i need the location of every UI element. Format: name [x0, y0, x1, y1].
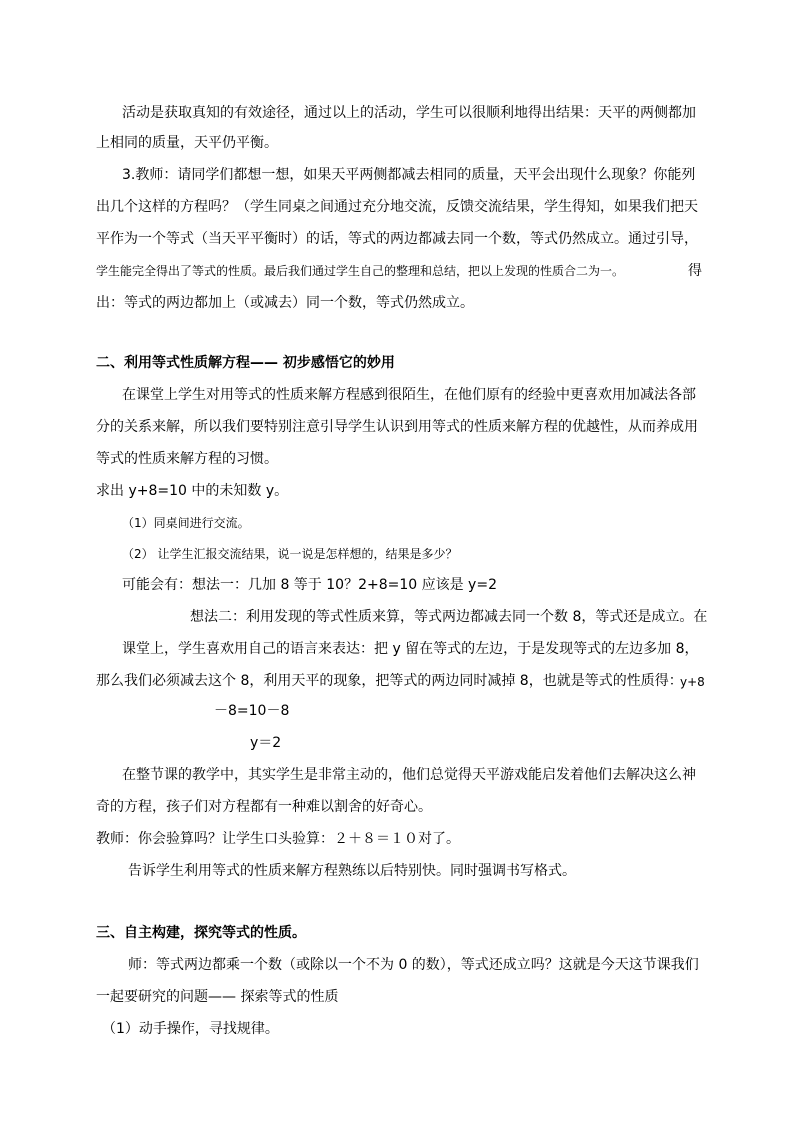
paragraph-line: 在整节课的教学中，其实学生是非常主动的，他们总觉得天平游戏能启发着他们去解决这么神 — [122, 767, 696, 783]
paragraph-line: 3.教师：请同学们都想一想，如果天平两侧都减去相同的质量，天平会出现什么现象？你能列 — [122, 167, 696, 183]
paragraph-line: 学生能完全得出了等式的性质。最后我们通过学生自己的整理和总结，把以上发现的性质合二为一。 — [96, 264, 625, 278]
method-line: 课堂上，学生喜欢用自己的语言来表达：把 y 留在等式的左边，于是发现等式的左边多加 8， — [122, 641, 699, 657]
section-heading: 二、利用等式性质解方程—— 初步感悟它的妙用 — [96, 355, 395, 371]
paragraph-line: 教师：你会验算吗？让学生口头验算：２＋８＝１０对了。 — [96, 831, 460, 847]
method-line: 那么我们必须减去这个 8，利用天平的现象，把等式的两边同时减掉 8，也就是等式的性质得： — [96, 673, 683, 689]
paragraph-line: 在课堂上学生对用等式的性质来解方程感到很陌生，在他们原有的经验中更喜欢用加减法各部 — [122, 387, 696, 403]
paragraph-line: 活动是获取真知的有效途径，通过以上的活动，学生可以很顺利地得出结果：天平的两侧都加 — [122, 105, 696, 121]
method-line: 可能会有：想法一：几加 8 等于 10？2+8=10 应该是 y=2 — [122, 577, 497, 593]
method-line: y+8 — [680, 675, 705, 689]
paragraph-line: 分的关系来解，所以我们要特别注意引导学生认识到用等式的性质来解方程的优越性，从而养成用 — [96, 419, 698, 435]
paragraph-line: 平作为一个等式（当天平平衡时）的话，等式的两边都减去同一个数，等式仍然成立。通过引导， — [96, 231, 698, 247]
paragraph-line: （1）动手操作，寻找规律。 — [102, 1021, 279, 1037]
method-line: 想法二：利用发现的等式性质来算，等式两边都减去同一个数 8，等式还是成立。在 — [190, 609, 708, 625]
equation-line: －8=10－8 — [214, 703, 290, 719]
paragraph-line: 上相同的质量，天平仍平衡。 — [96, 135, 278, 151]
paragraph-line: 出几个这样的方程吗？（学生同桌之间通过充分地交流，反馈交流结果，学生得知，如果我们把天 — [96, 199, 698, 215]
section-heading: 三、自主构建，探究等式的性质。 — [96, 925, 306, 941]
paragraph-line: 出：等式的两边都加上（或减去）同一个数，等式仍然成立。 — [96, 295, 474, 311]
paragraph-line: 得 — [688, 263, 702, 279]
equation-line: y＝2 — [250, 735, 282, 751]
paragraph-line: 师：等式两边都乘一个数（或除以一个不为 0 的数），等式还成立吗？这就是今天这节课我们 — [128, 957, 699, 973]
paragraph-line: 等式的性质来解方程的习惯。 — [96, 451, 278, 467]
step-line: （1）同桌间进行交流。 — [122, 516, 250, 530]
paragraph-line: 一起要研究的问题—— 探索等式的性质 — [96, 989, 339, 1005]
paragraph-line: 告诉学生利用等式的性质来解方程熟练以后特别快。同时强调书写格式。 — [128, 863, 576, 879]
question-line: 求出 y+8=10 中的未知数 y。 — [96, 483, 289, 499]
step-line: （2） 让学生汇报交流结果，说一说是怎样想的，结果是多少？ — [122, 547, 458, 561]
paragraph-line: 奇的方程，孩子们对方程都有一种难以割舍的好奇心。 — [96, 799, 432, 815]
